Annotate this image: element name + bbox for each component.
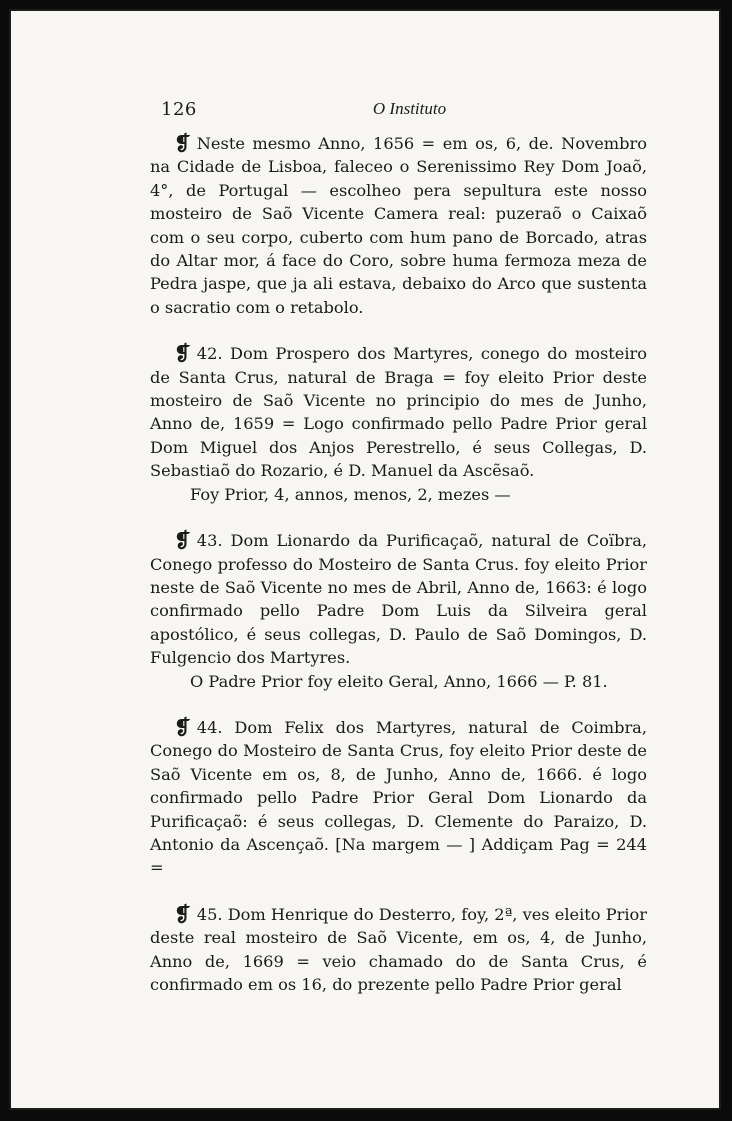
entry-text: Dom Henrique do Desterro, foy, 2ª, ves eleito Prior deste real mosteiro de Saõ Vicente, em os, 4, de Junho, Anno de, 1669 = veio chamado do de Santa Crus, é confirmado em os 16, do prezente pello Padre Prior geral [150,904,647,994]
paragraph-mark-icon: ❡ [174,901,191,926]
body-text [150,132,647,1019]
running-head [161,97,658,123]
entry-text: Dom Felix dos Martyres, natural de Coimbra, Conego do Mosteiro de Santa Crus, foy eleito Prior deste de Saõ Vicente em os, 8, de Junho, Anno de, 1666. é logo confirmado pello Padre Prior Geral Dom Lionardo da Purificaçaõ: é seus collegas, D. Clemente do Paraizo, D. Antonio da Ascençaõ. [Na margem — ] Addiçam Pag = 244 = [150,717,647,878]
entry-number: 42. [196,344,223,364]
paragraph-mark-icon: ❡ [174,341,191,366]
paragraph-text [150,342,647,482]
paragraph-text [150,132,647,319]
paragraph-text [150,716,647,880]
entry-continuation: O Padre Prior foy eleito Geral, Anno, 1666 — P. 81. [190,671,608,691]
paragraph-text [150,529,647,669]
entry-paragraph [150,903,647,997]
entry-paragraph [150,342,647,506]
entry-text: Neste mesmo Anno, 1656 = em os, 6, de. Novembro na Cidade de Lisboa, faleceo o Serenissimo Rey Dom Joaõ, 4°, de Portugal — escolheo pera sepultura este nosso mosteiro de Saõ Vicente Camera real: puzeraõ o Caixaõ com o seu corpo, cuberto com hum pano de Borcado, atras do Altar mor, á face do Coro, sobre huma fermoza meza de Pedra jaspe, que ja ali estava, debaixo do Arco que sustenta o sacratio com o retabolo. [150,134,647,317]
entry-text: Dom Prospero dos Martyres, conego do mosteiro de Santa Crus, natural de Braga = foy eleito Prior deste mosteiro de Saõ Vicente no principio do mes de Junho, Anno de, 1659 = Logo confirmado pello Padre Prior geral Dom Miguel dos Anjos Perestrello, é seus Collegas, D. Sebastiaõ do Rozario, é D. Manuel da Ascẽsaõ. [150,344,647,481]
entry-number: 44. [196,717,223,737]
page-number: 126 [161,99,197,120]
entry-text: Dom Lionardo da Purificaçaõ, natural de Coïbra, Conego professo do Mosteiro de Santa Crus. foy eleito Prior neste de Saõ Vicente no mes de Abril, Anno de, 1663: é logo confirmado pello Padre Dom Luis da Silveira geral apostólico, é seus collegas, D. Paulo de Saõ Domingos, D. Fulgencio dos Martyres. [150,531,647,668]
journal-title: O Instituto [372,99,447,118]
paragraph-mark-icon: ❡ [174,714,191,739]
entry-number: 45. [196,904,223,924]
entry-number: 43. [196,531,223,551]
entry-paragraph [150,132,647,319]
entry-continuation: Foy Prior, 4, annos, menos, 2, mezes — [190,484,511,504]
paragraph-mark-icon: ❡ [174,528,191,553]
paragraph-text [150,903,647,997]
entry-paragraph [150,716,647,880]
entry-paragraph [150,529,647,693]
paragraph-mark-icon: ❡ [174,131,191,155]
